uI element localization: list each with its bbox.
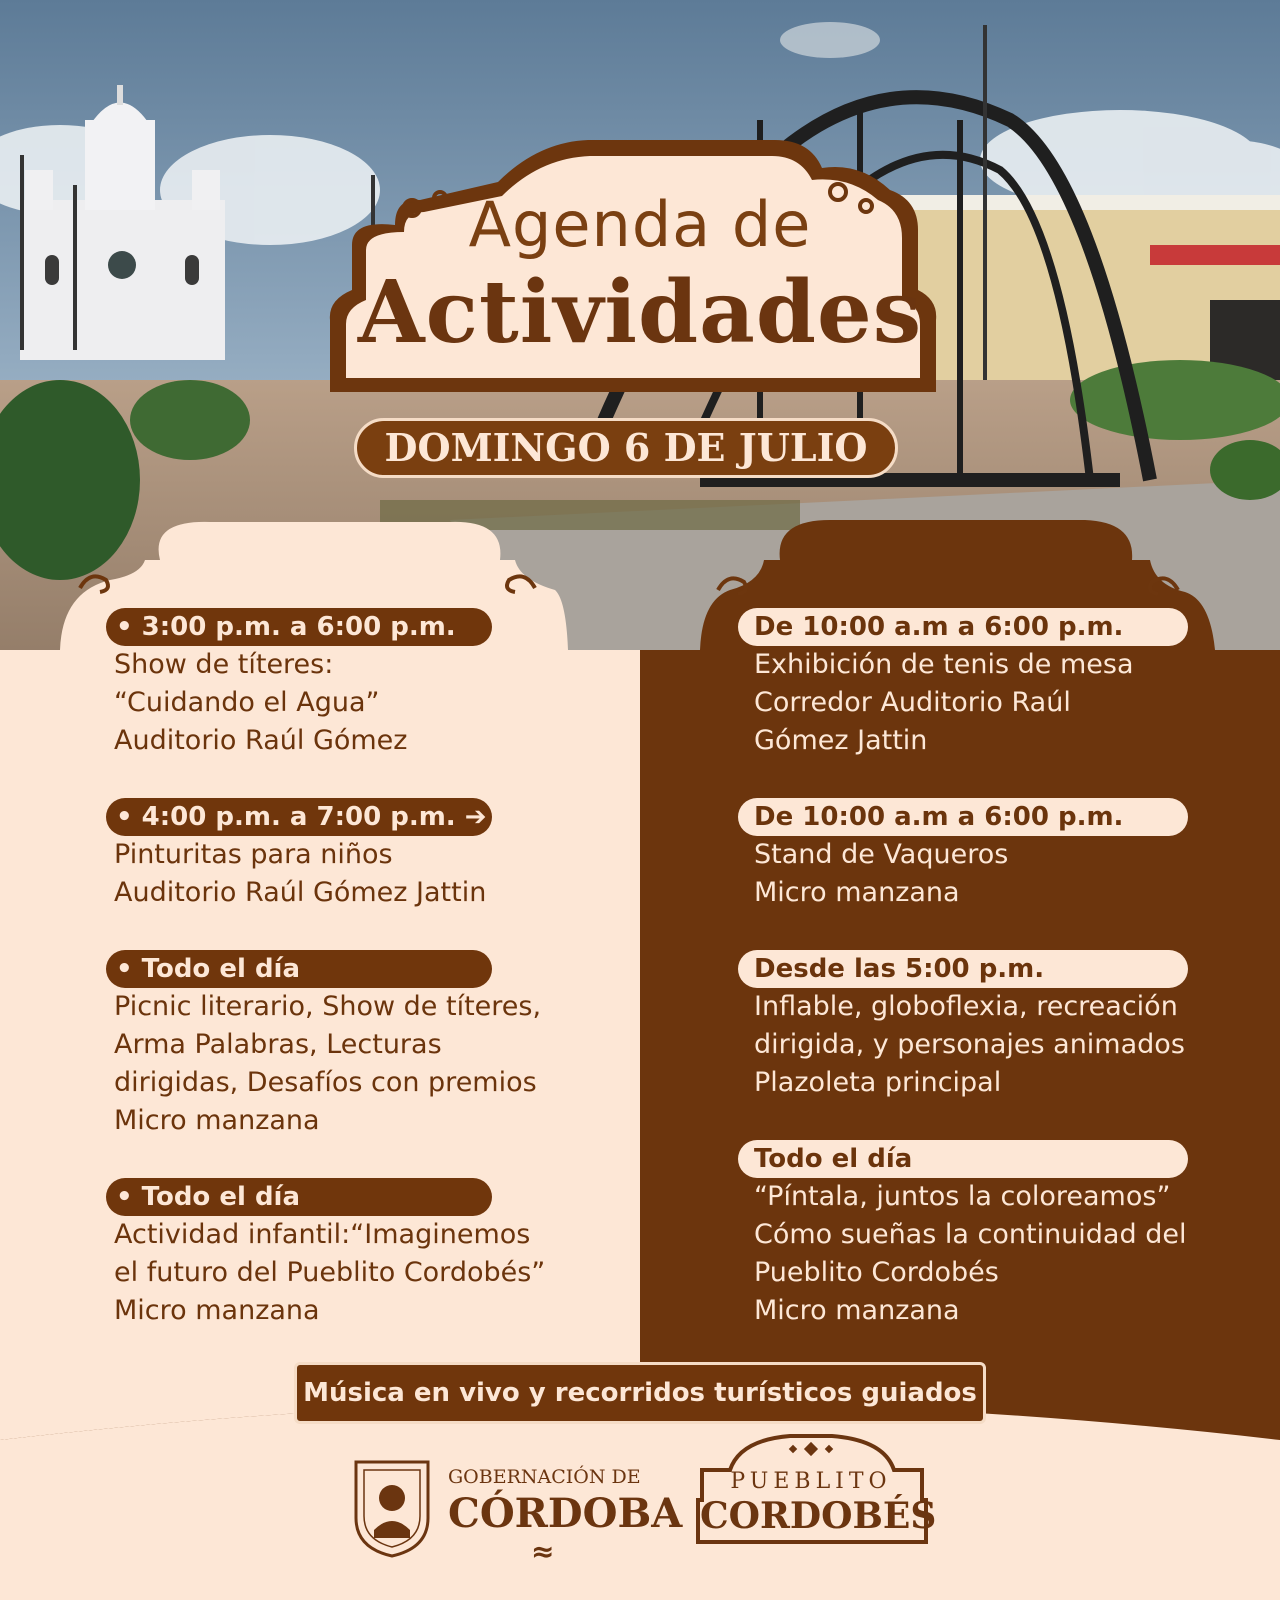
event-line: Inflable, globoflexia, recreación bbox=[754, 991, 1178, 1022]
gobernacion-label: GOBERNACIÓN DE bbox=[448, 1466, 641, 1488]
event-line: Cómo sueñas la continuidad del bbox=[754, 1219, 1187, 1250]
event-line: Pueblito Cordobés bbox=[754, 1257, 999, 1288]
event-line: “Cuidando el Agua” bbox=[114, 687, 380, 718]
right-event-2 bbox=[738, 798, 1188, 912]
event-line: Micro manzana bbox=[754, 1295, 960, 1326]
right-event-2-time: De 10:00 a.m a 6:00 p.m. bbox=[738, 798, 1188, 836]
event-line: Gómez Jattin bbox=[754, 725, 928, 756]
event-line: dirigida, y personajes animados bbox=[754, 1029, 1185, 1060]
gobernacion-wave-icon: ≈ bbox=[531, 1535, 555, 1568]
event-line: Picnic literario, Show de títeres, bbox=[114, 991, 542, 1022]
left-event-4-time: • Todo el día bbox=[106, 1178, 492, 1216]
left-event-2-time: • 4:00 p.m. a 7:00 p.m. ➔ bbox=[106, 798, 492, 836]
left-event-3 bbox=[106, 950, 541, 1140]
event-line: Micro manzana bbox=[754, 877, 960, 908]
gobernacion-name: CÓRDOBA bbox=[448, 1490, 683, 1537]
event-line: Micro manzana bbox=[114, 1295, 320, 1326]
date-banner: DOMINGO 6 DE JULIO bbox=[354, 418, 898, 478]
event-line: Auditorio Raúl Gómez bbox=[114, 725, 408, 756]
right-event-3 bbox=[738, 950, 1188, 1102]
footer-banner: Música en vivo y recorridos turísticos guiados bbox=[294, 1362, 986, 1424]
event-line: Show de títeres: bbox=[114, 649, 334, 680]
event-line: Actividad infantil:“Imaginemos bbox=[114, 1219, 531, 1250]
event-line: Corredor Auditorio Raúl bbox=[754, 687, 1071, 718]
event-line: Auditorio Raúl Gómez Jattin bbox=[114, 877, 487, 908]
left-event-1 bbox=[106, 608, 492, 760]
event-line: Stand de Vaqueros bbox=[754, 839, 1009, 870]
right-event-3-time: Desde las 5:00 p.m. bbox=[738, 950, 1188, 988]
title-line-1: Agenda de bbox=[468, 188, 812, 261]
right-event-4 bbox=[738, 1140, 1188, 1330]
left-event-3-time: • Todo el día bbox=[106, 950, 492, 988]
event-line: el futuro del Pueblito Cordobés” bbox=[114, 1257, 546, 1288]
event-line: “Píntala, juntos la coloreamos” bbox=[754, 1181, 1171, 1212]
right-event-1-time: De 10:00 a.m a 6:00 p.m. bbox=[738, 608, 1188, 646]
right-event-4-time: Todo el día bbox=[738, 1140, 1188, 1178]
left-event-2 bbox=[106, 798, 492, 912]
pueblito-logo-main: CORDOBÉS bbox=[700, 1495, 937, 1537]
pueblito-logo-top: PUEBLITO bbox=[730, 1469, 892, 1494]
right-event-1 bbox=[738, 608, 1188, 760]
event-line: Micro manzana bbox=[114, 1105, 320, 1136]
event-line: Arma Palabras, Lecturas bbox=[114, 1029, 442, 1060]
event-line: Pinturitas para niños bbox=[114, 839, 393, 870]
event-line: Plazoleta principal bbox=[754, 1067, 1002, 1098]
left-event-1-time: • 3:00 p.m. a 6:00 p.m. bbox=[106, 608, 492, 646]
event-line: dirigidas, Desafíos con premios bbox=[114, 1067, 537, 1098]
event-line: Exhibición de tenis de mesa bbox=[754, 649, 1134, 680]
title-line-2: Actividades bbox=[357, 262, 923, 363]
left-event-4 bbox=[106, 1178, 545, 1330]
